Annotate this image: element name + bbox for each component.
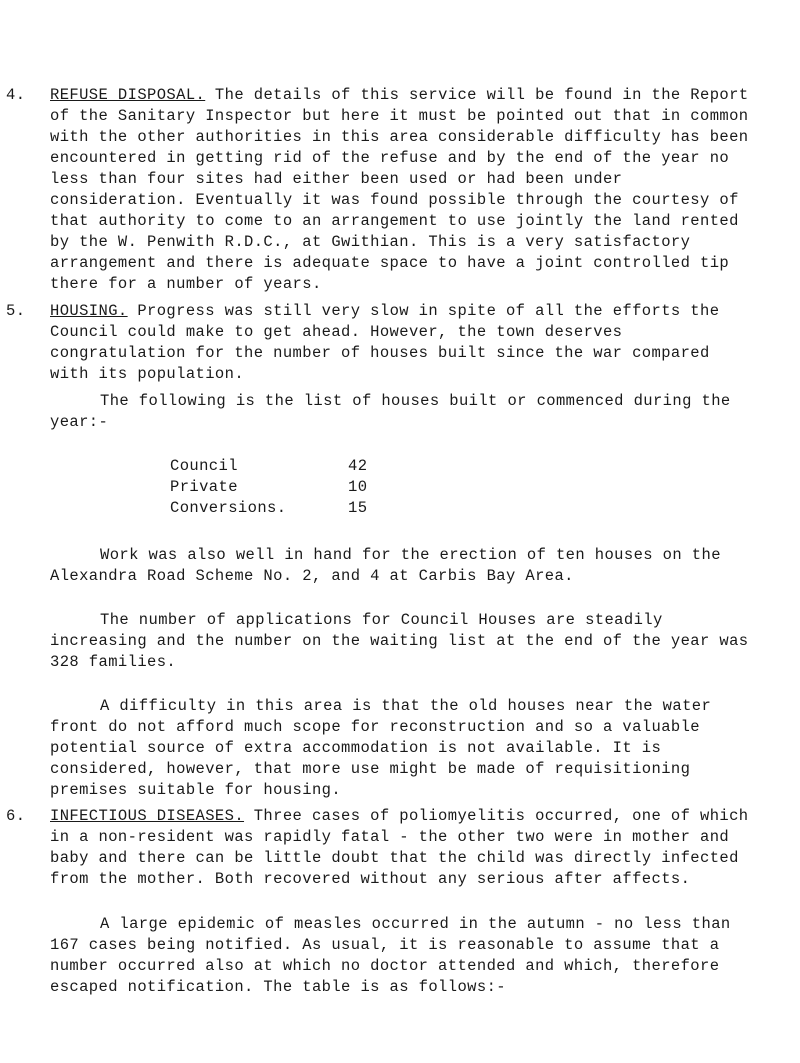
paragraph-text: Work was also well in hand for the erection of ten houses on the Alexandra Road Scheme No. 2, and 4 at Carbis Bay Area. <box>50 546 721 585</box>
section-refuse-disposal <box>6 85 750 295</box>
list-label: Conversions. <box>170 499 287 517</box>
section-heading: INFECTIOUS DISEASES. <box>50 807 245 825</box>
section-number: 5. <box>6 302 26 320</box>
section-infectious-diseases <box>6 806 750 890</box>
list-value: 10 <box>348 478 368 496</box>
section-text: Progress was still very slow in spite of all the efforts the Council could make to get ahead. However, the town deserves congratulation for the number of houses built since the war compared with its population. <box>50 302 720 383</box>
paragraph-text: The number of applications for Council Houses are steadily increasing and the number on the waiting list at the end of the year was 328 families. <box>50 611 749 671</box>
list-intro-text: The following is the list of houses built or commenced during the year:- <box>50 392 731 431</box>
section-body <box>50 85 750 295</box>
section-body <box>50 806 750 890</box>
section-number: 4. <box>6 86 26 104</box>
section-heading: REFUSE DISPOSAL. <box>50 86 206 104</box>
section-text: Three cases of poliomyelitis occurred, one of which in a non-resident was rapidly fatal - the other two were in mother and baby and there can be little doubt that the child was directly infected from the mother. Both recovered without any serious after affects. <box>50 807 749 888</box>
section-text: The details of this service will be found in the Report of the Sanitary Inspector but here it must be pointed out that in common with the other authorities in this area considerable difficulty has been encountered in getting rid of the refuse and by the end of the year no less than four sites had either been used or had been under consideration. Eventually it was found possible through the courtesy of that authority to come to an arrangement to use jointly the land rented by the W. Penwith R.D.C., at Gwithian. This is a very satisfactory arrangement and there is adequate space to have a joint controlled tip there for a number of years. <box>50 86 749 293</box>
housing-work-paragraph <box>50 545 750 587</box>
measles-paragraph <box>50 914 750 998</box>
paragraph-text: A large epidemic of measles occurred in the autumn - no less than 167 cases being notified. As usual, it is reasonable to assume that a number occurred also at which no doctor attended and which, therefore escaped notification. The table is as follows:- <box>50 915 731 996</box>
list-label: Council <box>170 457 238 475</box>
section-number: 6. <box>6 807 26 825</box>
section-body <box>50 301 750 385</box>
housing-applications-paragraph <box>50 610 750 673</box>
list-value: 15 <box>348 499 368 517</box>
list-label: Private <box>170 478 238 496</box>
housing-list-intro <box>50 391 750 433</box>
housing-difficulty-paragraph <box>50 696 750 801</box>
paragraph-text: A difficulty in this area is that the old houses near the water front do not afford much scope for reconstruction and so a valuable potential source of extra accommodation is not available. It is considered, however, that more use might be made of requisitioning premises suitable for housing. <box>50 697 712 799</box>
section-heading: HOUSING. <box>50 302 128 320</box>
list-value: 42 <box>348 457 368 475</box>
section-housing <box>6 301 750 385</box>
